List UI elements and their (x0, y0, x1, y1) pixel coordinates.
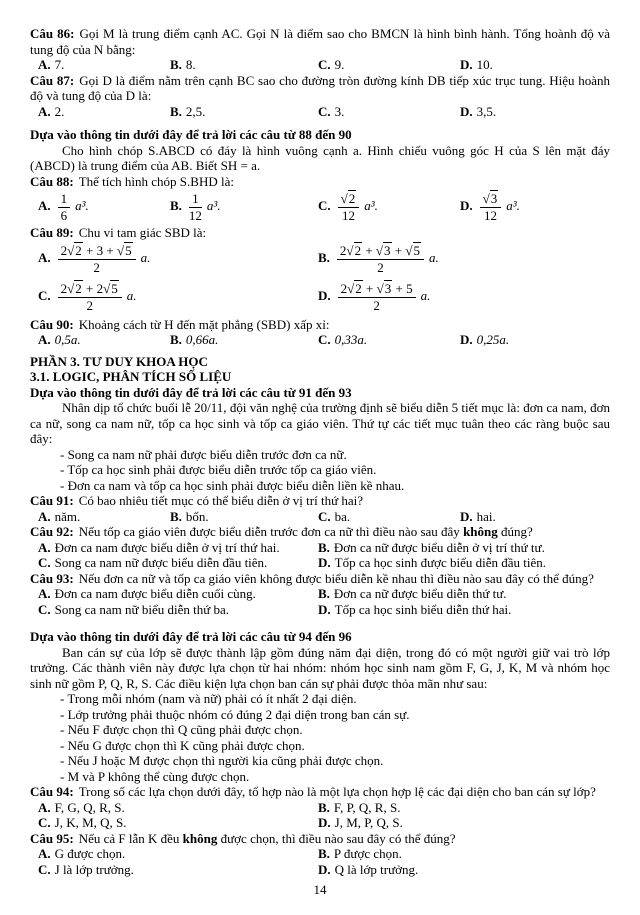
option-text: 8. (185, 57, 196, 72)
option-key: B. (170, 103, 182, 119)
option-key: D. (460, 508, 473, 524)
option-b (318, 540, 610, 556)
option-key: D. (318, 555, 331, 570)
option-a (38, 57, 170, 73)
option-c (38, 862, 318, 878)
option-a (38, 586, 318, 602)
question-93-body: Nếu đơn ca nữ và tốp ca giáo viên không được biểu diễn kề nhau thì điều nào sau đây có thể đúng? (78, 570, 594, 586)
fraction: $\frac{2√2 + √3 + 5}{2}$ (338, 282, 416, 313)
option-key: C. (318, 57, 331, 72)
option-b (318, 586, 610, 602)
sqrt-icon: √ (116, 243, 125, 258)
option-text: 0,25a. (476, 332, 510, 347)
option-text: G được chọn. (54, 846, 126, 861)
option-text: Song ca nam nữ biểu diễn thứ ba. (54, 601, 230, 617)
option-text: Tốp ca học sinh được biểu diễn đầu tiên. (334, 555, 547, 570)
question-92-options-row-1 (30, 540, 610, 556)
option-suffix: a³. (506, 197, 520, 213)
question-92-text (30, 524, 610, 540)
option-b (170, 192, 318, 223)
option-c (38, 602, 318, 618)
sqrt-expression: √2 (347, 281, 362, 296)
option-key: C. (38, 861, 51, 877)
option-a (38, 104, 170, 120)
option-text: J là lớp trưởng. (54, 861, 134, 877)
option-key: B. (318, 846, 330, 861)
option-text: Q là lớp trưởng. (334, 861, 419, 877)
option-d (460, 104, 610, 120)
option-c (318, 509, 460, 525)
sqrt-icon: √ (67, 243, 75, 258)
option-key: D. (460, 103, 473, 119)
option-c (38, 282, 318, 313)
fraction: $\frac{2√2 + √3 + √5}{2}$ (337, 244, 424, 275)
option-text: Đơn ca nữ được biểu diễn thứ tư. (333, 586, 507, 601)
question-93-label: Câu 93: (30, 570, 74, 586)
sqrt-expression: √5 (116, 243, 132, 258)
question-86-options (30, 57, 610, 73)
option-a (38, 800, 318, 816)
option-key: D. (460, 332, 473, 347)
option-text: J, K, M, Q, S. (54, 815, 127, 830)
question-88-text (30, 174, 610, 190)
sqrt-icon: √ (67, 281, 75, 296)
question-95-options-row-1 (30, 846, 610, 862)
option-key: A. (38, 332, 51, 347)
question-88-body: Thể tích hình chóp S.BHD là: (78, 173, 234, 189)
option-key: A. (38, 539, 51, 555)
option-d (460, 192, 610, 223)
question-92 (30, 524, 610, 571)
sqrt-expression: √5 (103, 281, 118, 296)
question-87-options (30, 104, 610, 120)
option-c (318, 192, 460, 223)
question-87 (30, 73, 610, 120)
fraction: $\frac{2√2 + 3 + √5}{2}$ (58, 244, 136, 275)
question-94-text (30, 784, 610, 800)
question-88-options (30, 189, 610, 225)
option-key: C. (318, 103, 331, 119)
passage-88-90: Cho hình chóp S.ABCD có đáy là hình vuông cạnh a. Hình chiếu vuông góc H của S lên mặt đáy (ABCD) là trung điểm của AB. Biết SH = a. (30, 142, 610, 173)
option-text: Đơn ca nam được biểu diễn ở vị trí thứ hai. (54, 539, 280, 555)
option-a (38, 244, 318, 275)
option-b (170, 332, 318, 348)
option-b (170, 57, 318, 73)
option-c (318, 57, 460, 73)
section-heading-88-90: Dựa vào thông tin dưới đây để trả lời các câu từ 88 đến 90 (30, 127, 352, 142)
option-text: 0,66a. (185, 332, 219, 347)
option-text: F, P, Q, R, S. (333, 799, 401, 815)
option-suffix: a. (126, 288, 137, 304)
option-key: D. (318, 601, 331, 617)
fraction: $\frac{√3}{12}$ (480, 192, 502, 223)
option-key: A. (38, 57, 51, 72)
constraint-item: - Đơn ca nam và tốp ca học sinh phải được biểu diễn liền kề nhau. (60, 477, 405, 493)
question-86 (30, 26, 610, 73)
option-b (318, 846, 610, 862)
option-key: D. (318, 815, 331, 830)
option-a (38, 332, 170, 348)
fraction: $\frac{√2}{12}$ (338, 192, 360, 223)
question-94-label: Câu 94: (30, 784, 74, 799)
option-a (38, 540, 318, 556)
option-key: A. (38, 197, 51, 213)
question-92-body-post: đúng? (497, 524, 533, 539)
question-89 (30, 225, 610, 317)
sqrt-expression: √3 (375, 243, 391, 258)
option-key: C. (38, 288, 51, 304)
option-key: D. (318, 288, 331, 304)
option-a (38, 192, 170, 223)
fraction: $\frac{1}{12}$ (188, 190, 202, 223)
constraint-item: - M và P không thể cùng được chọn. (60, 768, 250, 784)
part-3-subtitle: 3.1. LOGIC, PHÂN TÍCH SỐ LIỆU (30, 369, 232, 384)
option-key: B. (170, 57, 182, 72)
question-87-text (30, 73, 610, 104)
option-text: năm. (54, 508, 81, 524)
question-90-options (30, 332, 610, 348)
question-91-label: Câu 91: (30, 493, 74, 508)
sqrt-icon: √ (347, 281, 355, 296)
question-90-text (30, 317, 610, 333)
question-91-body: Có bao nhiêu tiết mục có thể biểu diễn ở vị trí thứ hai? (78, 493, 364, 508)
option-key: D. (460, 197, 473, 213)
option-d (318, 815, 610, 831)
option-key: D. (460, 57, 473, 72)
option-key: C. (318, 197, 331, 213)
question-92-options-row-2 (30, 555, 610, 571)
option-key: C. (38, 601, 51, 617)
option-text: 3,5. (476, 103, 497, 119)
option-text: bốn. (185, 508, 209, 524)
passage-91-93: Nhân dịp tổ chức buổi lễ 20/11, đội văn nghệ của trường định sẽ biểu diễn 5 tiết mục là: đơn ca nam, đơn ca nữ, song ca nam nữ, tốp ca học sinh và tốp ca giáo viên. Thứ tự các tiết mục tuân theo các ràng buộc sau đây: (30, 400, 610, 446)
question-89-body: Chu vi tam giác SBD là: (78, 225, 207, 240)
question-89-label: Câu 89: (30, 225, 74, 240)
option-c (318, 332, 460, 348)
question-89-options-row-1 (30, 241, 610, 279)
question-94-options-row-2 (30, 815, 610, 831)
constraint-item: - Tốp ca học sinh phải được biểu diễn trước tốp ca giáo viên. (60, 462, 377, 477)
question-95-body-pre: Nếu cả F lẫn K đều (78, 830, 183, 846)
option-d (460, 332, 610, 348)
sqrt-icon: √ (376, 281, 384, 296)
option-text: hai. (476, 508, 496, 524)
option-key: B. (318, 799, 330, 815)
question-95 (30, 831, 610, 878)
section-heading-94-96: Dựa vào thông tin dưới đây để trả lời các câu từ 94 đến 96 (30, 629, 352, 644)
option-d (318, 862, 610, 878)
option-text: 3. (334, 103, 345, 119)
constraint-item: - Song ca nam nữ phải được biểu diễn trước đơn ca nữ. (60, 446, 347, 462)
option-text: J, M, P, Q, S. (334, 815, 403, 830)
sqrt-expression: √3 (482, 190, 498, 206)
question-94-options-row-1 (30, 800, 610, 816)
option-d (318, 555, 610, 571)
question-92-body-pre: Nếu tốp ca giáo viên được biểu diễn trước đơn ca nữ thì điều nào sau đây (78, 524, 464, 539)
option-b (170, 104, 318, 120)
option-d (318, 602, 610, 618)
option-key: B. (170, 197, 182, 213)
option-text: 9. (334, 57, 345, 72)
passage-94-96: Ban cán sự của lớp sẽ được thành lập gồm đúng năm đại diện, trong đó có một người giữ vai trò lớp trưởng. Các thành viên này được lựa chọn từ hai nhóm: nhóm học sinh nam gồm F, G, J, K, M và nhóm học sinh nữ gồm P, Q, R, S. Các điều kiện lựa chọn ban cán sự phải được thỏa mãn như sau: (30, 644, 610, 691)
question-92-body-bold: không (463, 524, 498, 539)
question-95-body-bold: không (182, 830, 218, 846)
option-suffix: a. (140, 250, 151, 266)
question-93-options-row-2 (30, 602, 610, 618)
sqrt-expression: √2 (67, 281, 82, 296)
option-key: A. (38, 508, 51, 524)
option-key: C. (318, 508, 331, 524)
option-key: C. (38, 815, 51, 830)
question-87-body: Gọi D là điểm nằm trên cạnh BC sao cho đường tròn đường kính DB tiếp xúc trục tung. Hiệu hoành độ và tung độ của D là: (30, 72, 611, 103)
option-text: 0,5a. (54, 332, 81, 347)
option-b (318, 244, 610, 275)
option-text: Đơn ca nam được biểu diễn cuối cùng. (54, 586, 256, 601)
option-key: A. (38, 799, 51, 815)
fraction: $\frac{2√2 + 2√5}{2}$ (58, 282, 122, 313)
question-91 (30, 493, 610, 524)
option-key: B. (318, 250, 330, 266)
question-93 (30, 571, 610, 618)
question-90 (30, 317, 610, 348)
option-text: Đơn ca nữ được biểu diễn ở vị trí thứ tư. (333, 539, 545, 555)
option-d (460, 509, 610, 525)
option-text: ba. (334, 508, 351, 524)
option-text: Tốp ca học sinh biểu diễn thứ hai. (334, 601, 512, 617)
option-a (38, 509, 170, 525)
question-86-text (30, 26, 610, 57)
sqrt-expression: √3 (376, 281, 392, 296)
option-c (318, 104, 460, 120)
option-key: B. (318, 539, 330, 555)
option-key: B. (318, 586, 330, 601)
option-suffix: a³. (364, 197, 378, 213)
option-key: B. (170, 508, 182, 524)
option-c (38, 555, 318, 571)
question-91-options (30, 509, 610, 525)
option-key: C. (318, 332, 331, 347)
option-c (38, 815, 318, 831)
option-key: B. (170, 332, 182, 347)
question-88 (30, 174, 610, 226)
option-b (318, 800, 610, 816)
option-key: A. (38, 586, 51, 601)
sqrt-icon: √ (405, 243, 413, 258)
question-90-body: Khoảng cách từ H đến mặt phẳng (SBD) xấp xỉ: (78, 316, 330, 332)
sqrt-expression: √5 (405, 243, 421, 258)
option-key: C. (38, 555, 51, 570)
option-suffix: a³. (75, 197, 89, 213)
question-87-label: Câu 87: (30, 72, 75, 88)
question-86-label: Câu 86: (30, 26, 75, 41)
option-key: A. (38, 103, 51, 119)
question-94-body: Trong số các lựa chọn dưới đây, tổ hợp nào là một lựa chọn hợp lệ các đại diện cho ban cán sự lớp? (78, 784, 596, 799)
question-88-label: Câu 88: (30, 173, 74, 189)
option-key: A. (38, 250, 51, 266)
question-95-body-post: được chọn, thì điều nào sau đây có thể đúng? (217, 830, 456, 846)
option-text: P được chọn. (333, 846, 402, 861)
question-89-text (30, 225, 610, 241)
page-number: 14 (313, 882, 327, 897)
option-key: A. (38, 846, 51, 861)
option-a (38, 846, 318, 862)
option-text: F, G, Q, R, S. (54, 799, 125, 815)
section-heading-91-93: Dựa vào thông tin dưới đây để trả lời các câu từ 91 đến 93 (30, 384, 352, 400)
option-text: Song ca nam nữ được biểu diễn đầu tiên. (54, 555, 268, 570)
sqrt-expression: √2 (340, 190, 356, 206)
sqrt-icon: √ (103, 281, 111, 296)
option-text: 2,5. (185, 103, 206, 119)
question-89-options-row-2 (30, 279, 610, 317)
sqrt-icon: √ (375, 243, 384, 258)
option-d (318, 282, 610, 313)
question-91-text (30, 493, 610, 509)
constraint-item: - Trong mỗi nhóm (nam và nữ) phải có ít nhất 2 đại diện. (60, 691, 357, 706)
option-text: 0,33a. (334, 332, 368, 347)
sqrt-expression: √2 (346, 243, 362, 258)
option-text: 10. (476, 57, 493, 72)
question-93-text (30, 571, 610, 587)
option-suffix: a. (420, 288, 431, 304)
part-3-title: PHẦN 3. TƯ DUY KHOA HỌC (30, 353, 208, 369)
question-95-options-row-2 (30, 862, 610, 878)
question-90-label: Câu 90: (30, 316, 74, 332)
option-b (170, 509, 318, 525)
fraction: $\frac{1}{6}$ (58, 192, 71, 223)
question-94 (30, 784, 610, 831)
option-suffix: a. (429, 250, 439, 266)
sqrt-icon: √ (482, 190, 490, 206)
option-text: 7. (54, 57, 65, 72)
question-92-label: Câu 92: (30, 524, 74, 539)
constraint-item: - Nếu J hoặc M được chọn thì người kia cũng phải được chọn. (60, 753, 384, 768)
question-93-options-row-1 (30, 586, 610, 602)
option-key: D. (318, 861, 331, 877)
option-text: 2. (54, 103, 65, 119)
question-95-text (30, 831, 610, 847)
question-86-body: Gọi M là trung điểm cạnh AC. Gọi N là điểm sao cho BMCN là hình bình hành. Tổng hoành độ và tung độ của N bằng: (30, 26, 611, 57)
sqrt-expression: √2 (67, 243, 82, 258)
sqrt-icon: √ (340, 190, 348, 206)
question-95-label: Câu 95: (30, 830, 74, 846)
option-d (460, 57, 610, 73)
sqrt-icon: √ (346, 243, 354, 258)
constraint-item: - Lớp trưởng phải thuộc nhóm có đúng 2 đại diện trong ban cán sự. (60, 706, 410, 722)
option-suffix: a³. (206, 197, 221, 213)
constraint-item: - Nếu F được chọn thì Q cũng phải được chọn. (60, 722, 303, 737)
constraint-item: - Nếu G được chọn thì K cũng phải được chọn. (60, 737, 305, 753)
